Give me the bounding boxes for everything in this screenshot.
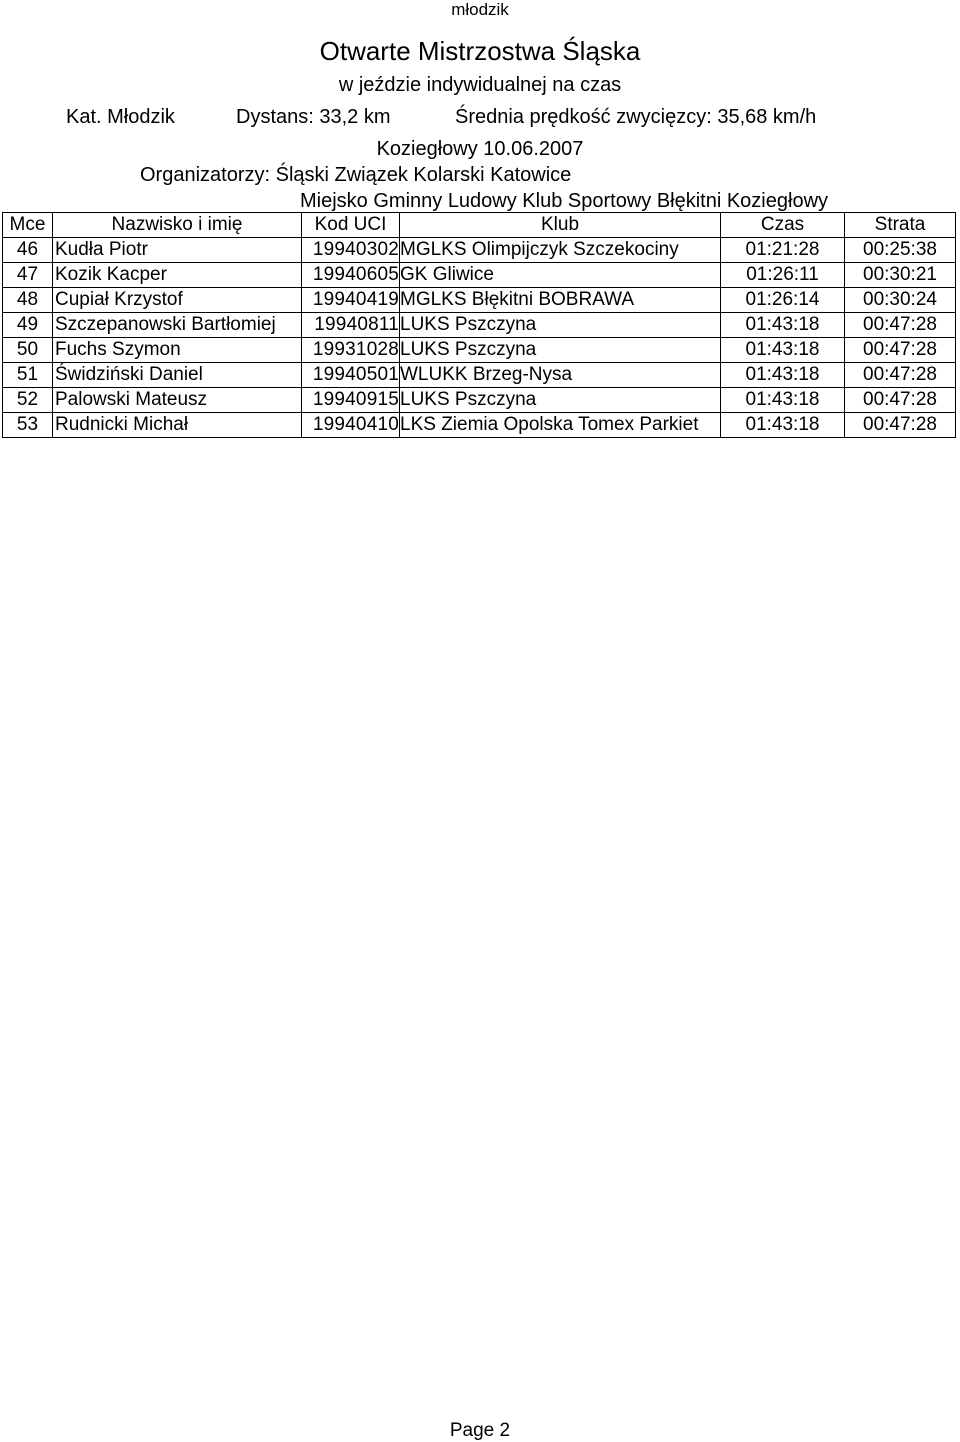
page-number: Page 2 (449, 1420, 511, 1441)
cell-uci: 19940915 (302, 388, 400, 413)
cell-uci: 19940501 (302, 363, 400, 388)
cell-strata: 00:47:28 (845, 388, 956, 413)
cell-name: Fuchs Szymon (53, 338, 302, 363)
column-header-czas: Czas (721, 213, 845, 238)
cell-club: LUKS Pszczyna (400, 388, 721, 413)
cell-czas: 01:43:18 (721, 338, 845, 363)
cell-club: MGLKS Olimpijczyk Szczekociny (400, 238, 721, 263)
results-table (2, 212, 956, 438)
cell-mce: 52 (3, 388, 53, 413)
cell-name: Rudnicki Michał (53, 413, 302, 438)
cell-mce: 51 (3, 363, 53, 388)
table-row (3, 238, 956, 263)
cell-strata: 00:47:28 (845, 313, 956, 338)
cell-name: Świdziński Daniel (53, 363, 302, 388)
cell-mce: 49 (3, 313, 53, 338)
cell-club: LUKS Pszczyna (400, 338, 721, 363)
cell-mce: 53 (3, 413, 53, 438)
cell-strata: 00:47:28 (845, 413, 956, 438)
column-header-mce: Mce (3, 213, 53, 238)
cell-uci: 19940302 (302, 238, 400, 263)
table-row (3, 363, 956, 388)
cell-czas: 01:26:11 (721, 263, 845, 288)
table-row (3, 388, 956, 413)
cell-mce: 50 (3, 338, 53, 363)
table-row (3, 338, 956, 363)
cell-czas: 01:26:14 (721, 288, 845, 313)
cell-club: LUKS Pszczyna (400, 313, 721, 338)
cell-uci: 19940410 (302, 413, 400, 438)
cell-mce: 48 (3, 288, 53, 313)
cell-strata: 00:47:28 (845, 338, 956, 363)
cell-name: Kozik Kacper (53, 263, 302, 288)
winner-speed-info: Średnia prędkość zwycięzcy: 35,68 km/h (455, 106, 817, 128)
cell-czas: 01:43:18 (721, 413, 845, 438)
cell-club: LKS Ziemia Opolska Tomex Parkiet (400, 413, 721, 438)
table-row (3, 413, 956, 438)
organizers-line-1: Organizatorzy: Śląski Związek Kolarski Katowice (140, 164, 572, 186)
page-title: Otwarte Mistrzostwa Śląska (319, 36, 641, 66)
cell-uci: 19931028 (302, 338, 400, 363)
cell-strata: 00:30:21 (845, 263, 956, 288)
cell-name: Kudła Piotr (53, 238, 302, 263)
table-header-row (3, 213, 956, 238)
cell-czas: 01:43:18 (721, 363, 845, 388)
cell-strata: 00:25:38 (845, 238, 956, 263)
cell-czas: 01:43:18 (721, 388, 845, 413)
table-row (3, 263, 956, 288)
category-info: Kat. Młodzik (66, 106, 175, 128)
cell-uci: 19940419 (302, 288, 400, 313)
cell-czas: 01:43:18 (721, 313, 845, 338)
column-header-strata: Strata (845, 213, 956, 238)
category-label: młodzik (451, 0, 509, 19)
column-header-name: Nazwisko i imię (53, 213, 302, 238)
column-header-uci: Kod UCI (302, 213, 400, 238)
cell-name: Cupiał Krzystof (53, 288, 302, 313)
cell-strata: 00:30:24 (845, 288, 956, 313)
cell-club: GK Gliwice (400, 263, 721, 288)
cell-uci: 19940605 (302, 263, 400, 288)
cell-club: WLUKK Brzeg-Nysa (400, 363, 721, 388)
distance-info: Dystans: 33,2 km (236, 106, 391, 128)
page-subtitle: w jeździe indywidualnej na czas (338, 74, 622, 96)
table-row (3, 288, 956, 313)
cell-name: Palowski Mateusz (53, 388, 302, 413)
cell-name: Szczepanowski Bartłomiej (53, 313, 302, 338)
cell-mce: 46 (3, 238, 53, 263)
cell-uci: 19940811 (302, 313, 400, 338)
cell-mce: 47 (3, 263, 53, 288)
column-header-club: Klub (400, 213, 721, 238)
cell-strata: 00:47:28 (845, 363, 956, 388)
table-row (3, 313, 956, 338)
cell-club: MGLKS Błękitni BOBRAWA (400, 288, 721, 313)
organizers-line-2: Miejsko Gminny Ludowy Klub Sportowy Błękitni Koziegłowy (300, 190, 829, 212)
place-date: Koziegłowy 10.06.2007 (376, 138, 584, 160)
cell-czas: 01:21:28 (721, 238, 845, 263)
